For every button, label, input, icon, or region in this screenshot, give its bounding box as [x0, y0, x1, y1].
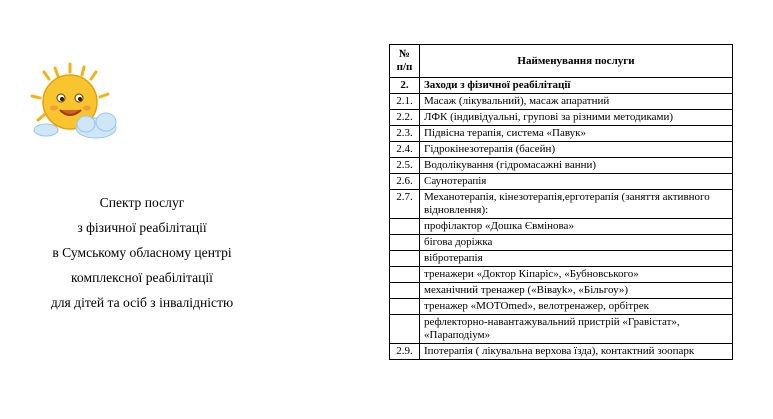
table-row — [390, 219, 733, 235]
row-num: 2.5. — [390, 158, 420, 174]
row-name: Підвісна терапія, система «Павук» — [420, 126, 733, 142]
header-name: Найменування послуги — [420, 45, 733, 78]
description-line: для дітей та осіб з інвалідністю — [50, 295, 234, 310]
section-name: Заходи з фізичної реабілітації — [420, 78, 733, 94]
row-name: ЛФК (індивідуальні, групові за різними методиками) — [420, 110, 733, 126]
row-name: Гідрокінезотерапія (басейн) — [420, 142, 733, 158]
row-num — [390, 299, 420, 315]
row-name: механічний тренажер («Вівауk», «Більгоу») — [420, 283, 733, 299]
row-name: Іпотерапія ( лікувальна верхова їзда), контактний зоопарк — [420, 344, 733, 360]
row-num: 2.6. — [390, 174, 420, 190]
row-num: 2.2. — [390, 110, 420, 126]
table-row — [390, 267, 733, 283]
header-num: № п/п — [390, 45, 420, 78]
table-row — [390, 174, 733, 190]
description-line: Спектр послуг — [99, 195, 185, 210]
section-row — [390, 78, 733, 94]
row-num — [390, 235, 420, 251]
table-row — [390, 344, 733, 360]
row-num — [390, 315, 420, 344]
row-name: Механотерапія, кінезотерапія,ерготерапія (заняття активного відновлення): — [420, 190, 733, 219]
row-name: Саунотерапія — [420, 174, 733, 190]
row-name: профілактор «Дошка Євмінова» — [420, 219, 733, 235]
services-table — [389, 44, 733, 360]
row-num — [390, 251, 420, 267]
sun-cloud-illustration — [24, 58, 124, 148]
table-row — [390, 94, 733, 110]
row-num — [390, 219, 420, 235]
table-row — [390, 283, 733, 299]
table-row — [390, 315, 733, 344]
table-row — [390, 142, 733, 158]
row-num: 2.4. — [390, 142, 420, 158]
table-row — [390, 190, 733, 219]
row-name: вібротерапія — [420, 251, 733, 267]
row-name: Водолікування (гідромасажні ванни) — [420, 158, 733, 174]
row-num — [390, 267, 420, 283]
row-num — [390, 283, 420, 299]
row-name: тренажери «Доктор Кіпаріс», «Бубновського» — [420, 267, 733, 283]
section-num: 2. — [390, 78, 420, 94]
table-row — [390, 251, 733, 267]
row-name: Масаж (лікувальний), масаж апаратний — [420, 94, 733, 110]
table-row — [390, 126, 733, 142]
row-name: рефлекторно-навантажувальний пристрій «Гравістат», «Параподіум» — [420, 315, 733, 344]
row-num: 2.9. — [390, 344, 420, 360]
row-num: 2.7. — [390, 190, 420, 219]
description-line: з фізичної реабілітації — [77, 220, 207, 235]
table-row — [390, 110, 733, 126]
table-row — [390, 235, 733, 251]
description-line: в Сумському обласному центрі — [52, 245, 232, 260]
description-line: комплексної реабілітації — [71, 270, 213, 285]
row-num: 2.3. — [390, 126, 420, 142]
table-header-row — [390, 45, 733, 78]
row-name: тренажер «МОТОmed», велотренажер, орбітрек — [420, 299, 733, 315]
row-num: 2.1. — [390, 94, 420, 110]
center-description — [22, 190, 262, 315]
row-name: бігова доріжка — [420, 235, 733, 251]
table-row — [390, 158, 733, 174]
table-row — [390, 299, 733, 315]
